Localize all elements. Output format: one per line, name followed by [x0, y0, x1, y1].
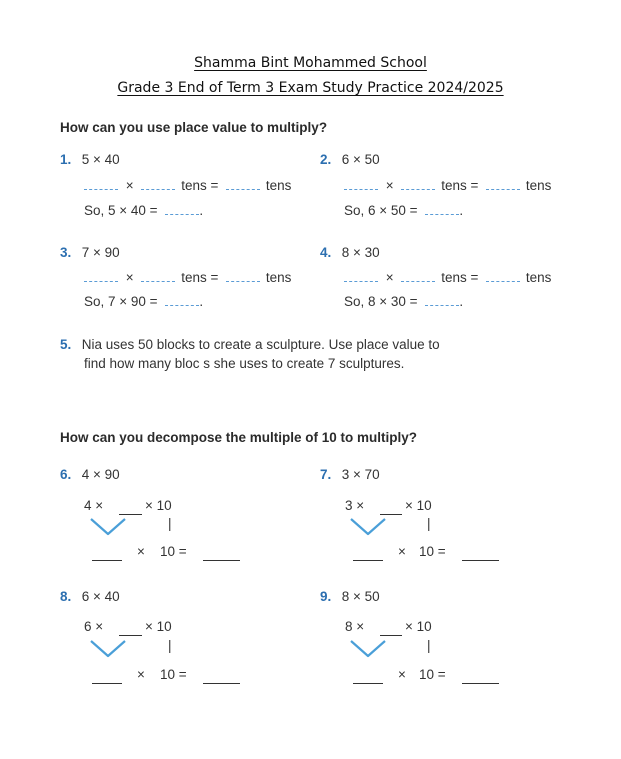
- period: .: [459, 294, 464, 309]
- problem-number: 4.: [320, 245, 332, 260]
- vertical-bar: |: [427, 516, 431, 531]
- problem-4-tens-row: [344, 269, 551, 285]
- answer-line[interactable]: [353, 683, 383, 684]
- answer-blank[interactable]: [84, 177, 118, 190]
- answer-line[interactable]: [203, 560, 240, 561]
- answer-line[interactable]: [203, 683, 240, 684]
- times-sign: ×: [385, 270, 394, 285]
- problem-number: 5.: [60, 337, 72, 352]
- equals-label: 10 =: [419, 544, 446, 559]
- problem-3: [60, 244, 120, 262]
- answer-line[interactable]: [92, 683, 122, 684]
- section-place-value-heading: How can you use place value to multiply?: [60, 120, 328, 135]
- answer-blank[interactable]: [165, 202, 199, 215]
- vertical-bar: |: [168, 638, 172, 653]
- problem-expression: 6 × 40: [81, 589, 120, 604]
- problem-expression: 4 × 90: [81, 467, 120, 482]
- problem-number: 3.: [60, 245, 72, 260]
- problem-1: [60, 151, 120, 169]
- factor-label: 3 ×: [345, 498, 365, 513]
- answer-blank[interactable]: [344, 269, 378, 282]
- period: .: [459, 203, 464, 218]
- times-ten-label: × 10: [145, 619, 172, 634]
- problem-expression: 6 × 50: [341, 152, 380, 167]
- problem-1-tens-row: [84, 177, 291, 193]
- problem-8: [60, 588, 120, 606]
- tens-label: tens: [525, 178, 552, 193]
- tens-label: tens: [265, 178, 292, 193]
- factor-label: 4 ×: [84, 498, 104, 513]
- problem-5-line-1: Nia uses 50 blocks to create a sculpture. Use place value to: [81, 337, 440, 352]
- times-ten-label: × 10: [405, 498, 432, 513]
- answer-blank[interactable]: [226, 177, 260, 190]
- answer-blank[interactable]: [486, 269, 520, 282]
- exam-title: Grade 3 End of Term 3 Exam Study Practice 2024/2025: [117, 80, 504, 96]
- factor-label: 6 ×: [84, 619, 104, 634]
- times-sign: ×: [398, 544, 406, 559]
- answer-blank[interactable]: [141, 177, 175, 190]
- answer-blank[interactable]: [425, 202, 459, 215]
- answer-blank[interactable]: [425, 293, 459, 306]
- so-statement: So, 6 × 50 =: [344, 203, 418, 218]
- tens-label: tens =: [181, 270, 219, 285]
- problem-number: 8.: [60, 589, 72, 604]
- so-statement: So, 7 × 90 =: [84, 294, 158, 309]
- factor-label: 8 ×: [345, 619, 365, 634]
- problem-1-so-row: [84, 202, 203, 218]
- vertical-bar: |: [168, 516, 172, 531]
- decompose-arrow-icon: [89, 638, 129, 660]
- answer-blank[interactable]: [226, 269, 260, 282]
- problem-number: 9.: [320, 589, 332, 604]
- so-statement: So, 5 × 40 =: [84, 203, 158, 218]
- problem-4: [320, 244, 380, 262]
- equals-label: 10 =: [160, 667, 187, 682]
- answer-line[interactable]: [119, 514, 142, 515]
- answer-blank[interactable]: [486, 177, 520, 190]
- problem-9: [320, 588, 380, 606]
- tens-label: tens =: [441, 178, 479, 193]
- tens-label: tens: [265, 270, 292, 285]
- tens-label: tens =: [181, 178, 219, 193]
- times-sign: ×: [125, 270, 134, 285]
- answer-line[interactable]: [119, 635, 142, 636]
- problem-7: [320, 466, 380, 484]
- problem-3-so-row: [84, 293, 203, 309]
- period: .: [199, 203, 204, 218]
- answer-line[interactable]: [380, 635, 402, 636]
- problem-expression: 7 × 90: [81, 245, 120, 260]
- problem-number: 7.: [320, 467, 332, 482]
- problem-number: 6.: [60, 467, 72, 482]
- times-sign: ×: [385, 178, 394, 193]
- section-decompose-heading: How can you decompose the multiple of 10 to multiply?: [60, 430, 418, 445]
- problem-5-line-2: find how many bloc s she uses to create 7 sculptures.: [84, 356, 405, 371]
- problem-2-so-row: [344, 202, 463, 218]
- answer-blank[interactable]: [401, 177, 435, 190]
- times-sign: ×: [137, 667, 145, 682]
- problem-expression: 3 × 70: [341, 467, 380, 482]
- times-ten-label: × 10: [145, 498, 172, 513]
- answer-line[interactable]: [462, 683, 499, 684]
- tens-label: tens =: [441, 270, 479, 285]
- problem-2: [320, 151, 380, 169]
- times-sign: ×: [125, 178, 134, 193]
- problem-4-so-row: [344, 293, 463, 309]
- times-ten-label: × 10: [405, 619, 432, 634]
- answer-blank[interactable]: [141, 269, 175, 282]
- answer-blank[interactable]: [165, 293, 199, 306]
- problem-expression: 8 × 30: [341, 245, 380, 260]
- times-sign: ×: [398, 667, 406, 682]
- problem-6: [60, 466, 120, 484]
- problem-3-tens-row: [84, 269, 291, 285]
- answer-blank[interactable]: [344, 177, 378, 190]
- equals-label: 10 =: [419, 667, 446, 682]
- decompose-arrow-icon: [349, 516, 389, 538]
- problem-number: 1.: [60, 152, 72, 167]
- problem-expression: 8 × 50: [341, 589, 380, 604]
- answer-line[interactable]: [462, 560, 499, 561]
- answer-blank[interactable]: [401, 269, 435, 282]
- period: .: [199, 294, 204, 309]
- answer-line[interactable]: [380, 514, 402, 515]
- answer-line[interactable]: [92, 560, 122, 561]
- equals-label: 10 =: [160, 544, 187, 559]
- decompose-arrow-icon: [349, 638, 389, 660]
- vertical-bar: |: [427, 638, 431, 653]
- problem-2-tens-row: [344, 177, 551, 193]
- answer-blank[interactable]: [84, 269, 118, 282]
- problem-number: 2.: [320, 152, 332, 167]
- school-name: Shamma Bint Mohammed School: [194, 55, 427, 71]
- problem-expression: 5 × 40: [81, 152, 120, 167]
- decompose-arrow-icon: [89, 516, 129, 538]
- times-sign: ×: [137, 544, 145, 559]
- problem-5: [60, 336, 440, 354]
- so-statement: So, 8 × 30 =: [344, 294, 418, 309]
- tens-label: tens: [525, 270, 552, 285]
- answer-line[interactable]: [353, 560, 383, 561]
